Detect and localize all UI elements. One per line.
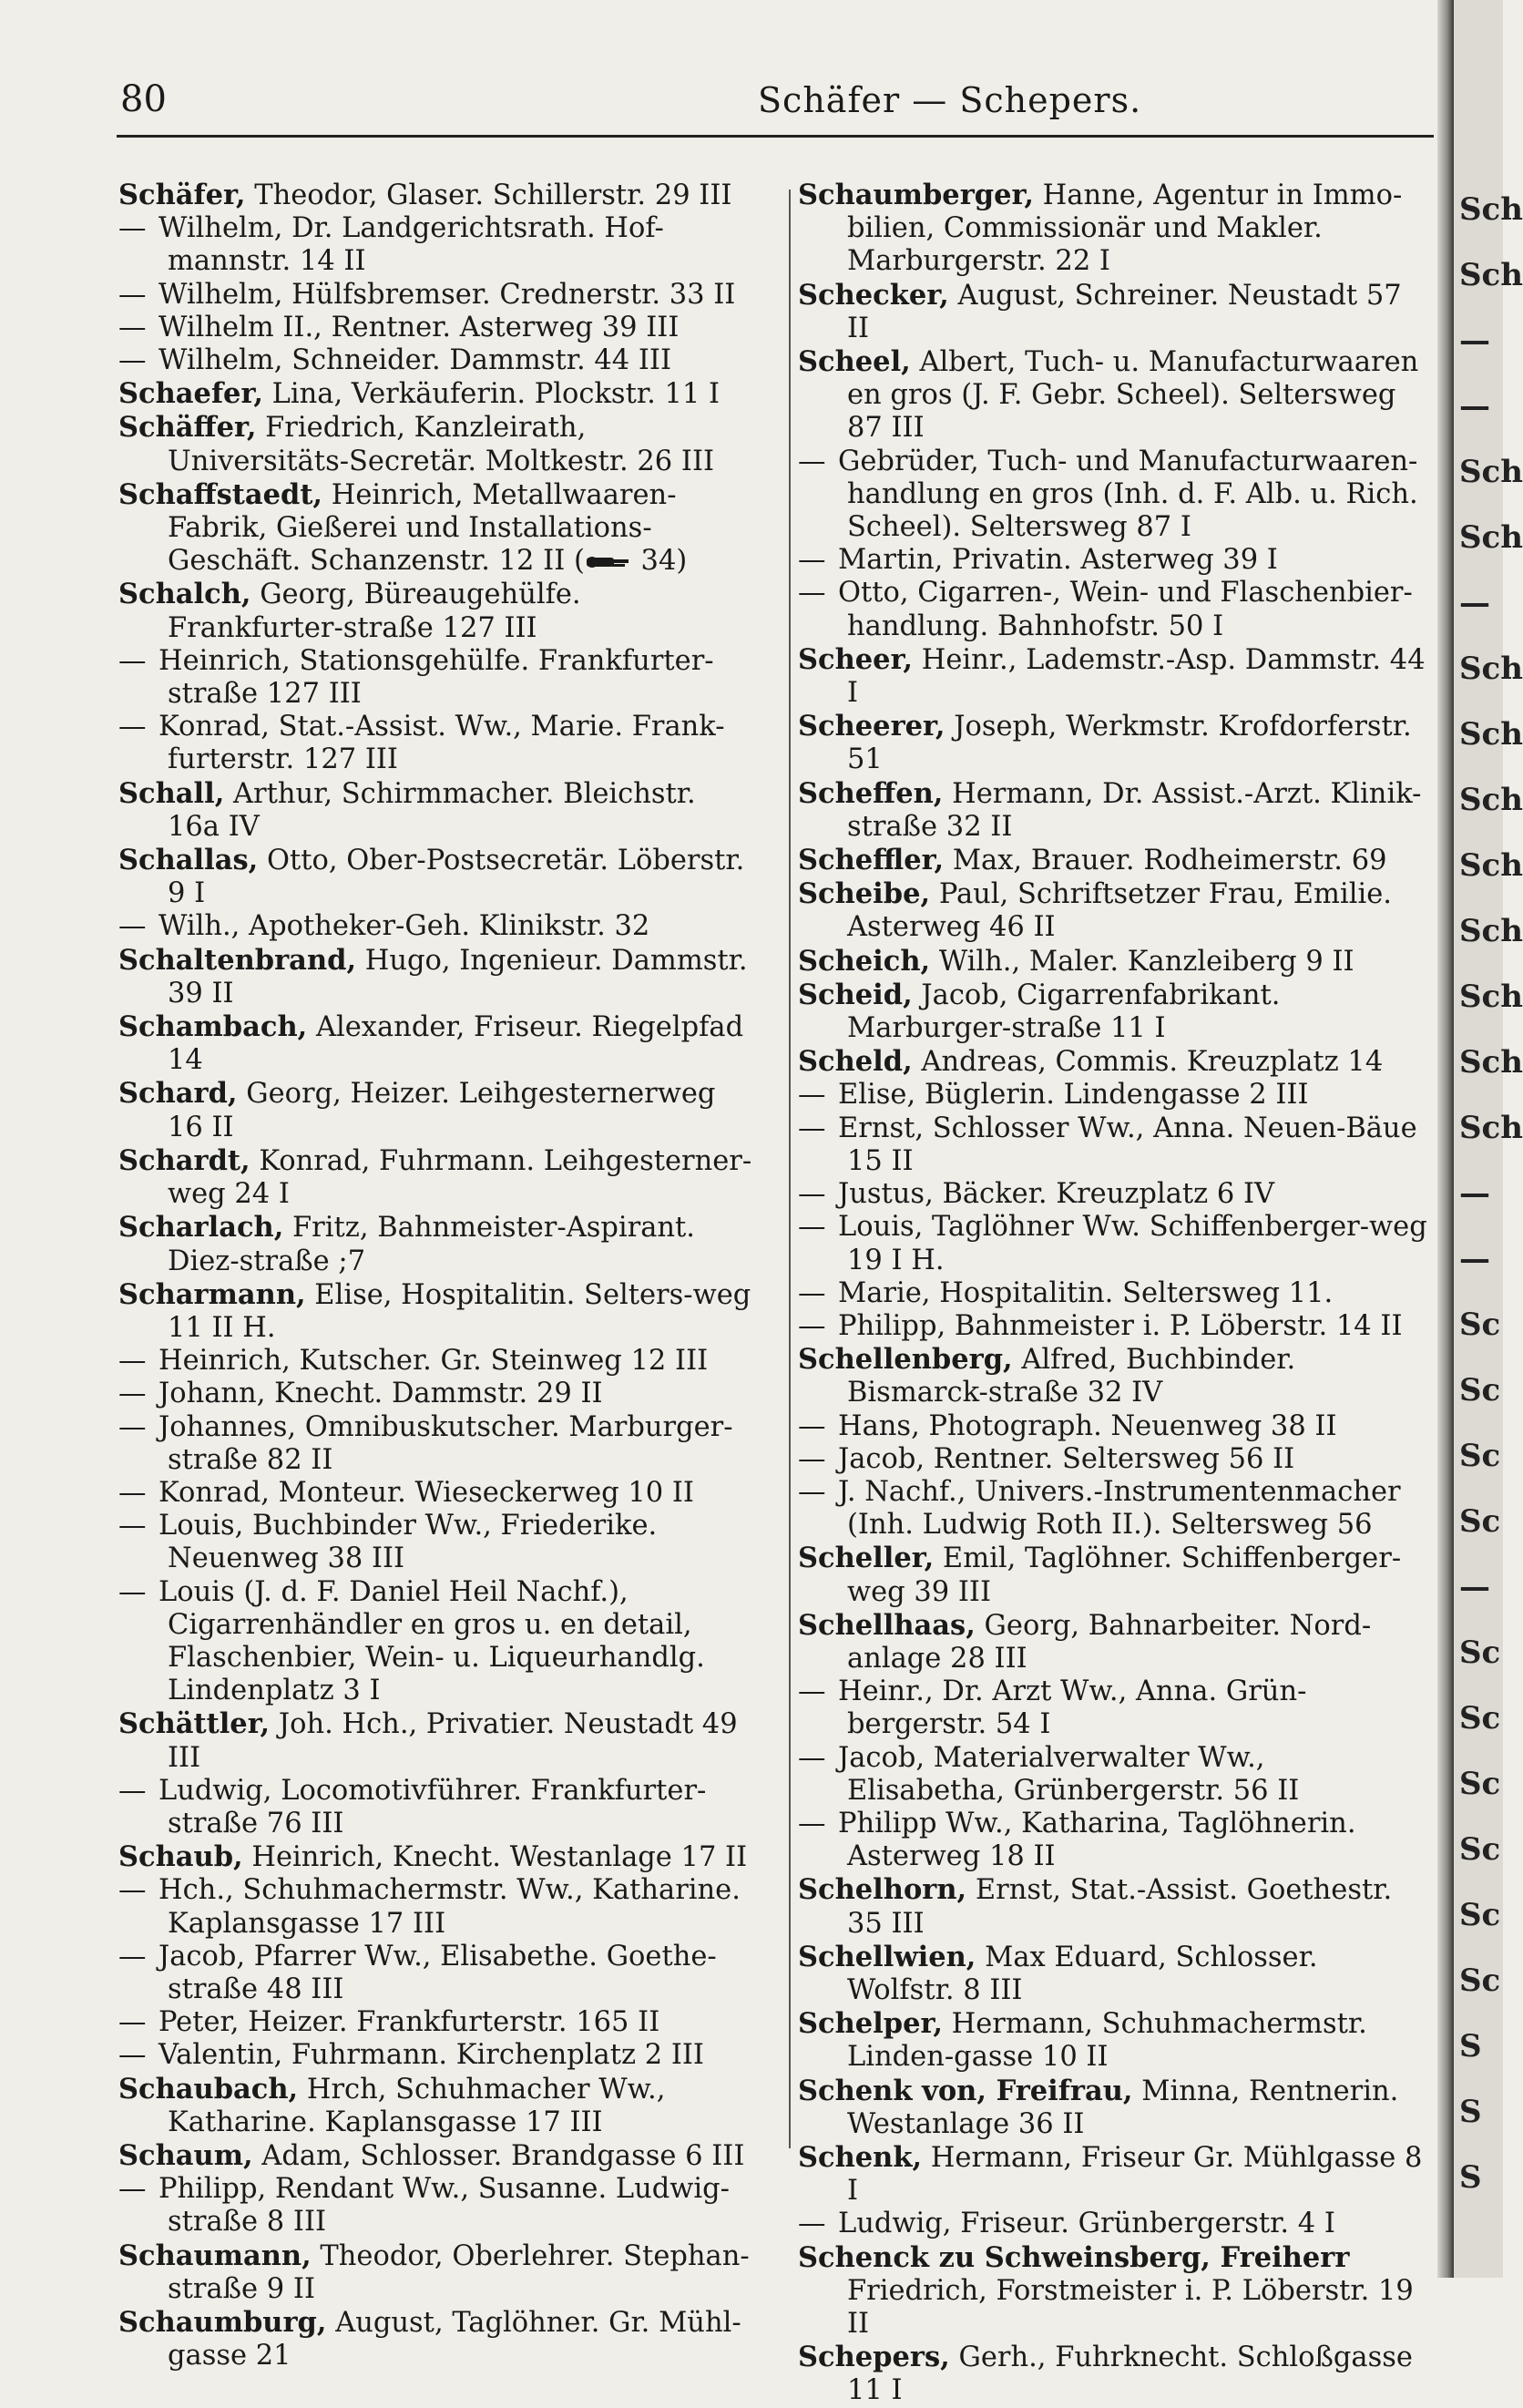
entry-text: Heinrich, Knecht. Westanlage 17 II (242, 1841, 748, 1874)
entry-text: Hermann, Schuhmachermstr. Linden-gasse 10 II (847, 2008, 1367, 2074)
next-page-fragment: Sc (1459, 1897, 1501, 1933)
directory-entry (798, 1742, 1431, 1808)
entry-text: Joh. Hch., Privatier. Neustadt 49 III (168, 1708, 738, 1774)
directory-entry (118, 344, 756, 377)
directory-entry (798, 877, 1431, 944)
entry-surname: Scheich, (798, 944, 931, 978)
next-page-fragment: — (1459, 1175, 1490, 1212)
page-header (120, 78, 1432, 129)
entry-text: Max, Brauer. Rodheimerstr. 69 (944, 845, 1387, 877)
next-page-fragment: Sch (1459, 519, 1523, 556)
entry-surname: Schenck zu Schweinsberg, Freiherr (798, 2240, 1350, 2274)
entry-surname: Schalch, (118, 578, 251, 611)
entry-text: Ludwig, Friseur. Grünbergerstr. 4 I (838, 2208, 1335, 2240)
ditto-dash: — (118, 1510, 147, 1542)
ditto-dash: — (798, 577, 826, 610)
directory-entry (798, 777, 1431, 844)
directory-entry (798, 577, 1431, 642)
directory-entry (798, 1045, 1431, 1079)
directory-entry (798, 1476, 1431, 1542)
directory-entry (798, 979, 1431, 1045)
directory-entry (118, 1411, 756, 1477)
entry-text: Wilhelm, Dr. Landgerichtsrath. Hof-mannstr. 14 II (158, 212, 664, 278)
directory-entry (798, 1343, 1431, 1409)
next-page-fragment: Sch (1459, 191, 1523, 228)
directory-entry (118, 2006, 756, 2039)
ditto-dash: — (118, 2006, 147, 2039)
entry-surname: Schambach, (118, 1010, 308, 1044)
next-page-fragment: Sc (1459, 1700, 1501, 1737)
entry-text: Heinr., Dr. Arzt Ww., Anna. Grün-bergerstr. 54 I (838, 1675, 1307, 1741)
entry-surname: Schaffstaedt, (118, 477, 323, 511)
entry-text: Gebrüder, Tuch- und Manufacturwaaren-handlung en gros (Inh. d. F. Alb. u. Rich. Scheel). Seltersweg 87 I (838, 445, 1418, 544)
entry-surname: Schaubach, (118, 2072, 299, 2106)
ditto-dash: — (118, 910, 147, 943)
entry-text: Martin, Privatin. Asterweg 39 I (838, 544, 1278, 577)
ditto-dash: — (798, 1079, 826, 1112)
directory-entry (118, 2073, 756, 2139)
entry-text: Hch., Schuhmachermstr. Ww., Katharine. Kaplansgasse 17 III (158, 1874, 741, 1940)
directory-entry (118, 1144, 756, 1211)
entry-surname: Schelhorn, (798, 1873, 967, 1907)
header-rule (117, 135, 1434, 138)
entry-text: Jacob, Materialverwalter Ww., Elisabetha, Grünbergerstr. 56 II (838, 1741, 1300, 1807)
directory-entry (118, 179, 756, 212)
entry-text: Otto, Cigarren-, Wein- und Flaschenbier-handlung. Bahnhofstr. 50 I (838, 577, 1413, 642)
next-page-fragment: Sch (1459, 979, 1523, 1015)
directory-entry (798, 1079, 1431, 1112)
directory-entry (798, 2141, 1431, 2208)
entry-surname: Scheid, (798, 978, 913, 1011)
entry-surname: Scheffen, (798, 776, 944, 810)
directory-entry (798, 446, 1431, 545)
entry-surname: Schard, (118, 1077, 238, 1111)
ditto-dash: — (118, 711, 147, 743)
next-page-fragment: Sch (1459, 1110, 1523, 1146)
next-page-fragment: Sc (1459, 1503, 1501, 1540)
entry-surname: Scheffler, (798, 844, 945, 877)
ditto-dash: — (798, 1741, 826, 1774)
directory-entry (118, 1941, 756, 2006)
ditto-dash: — (798, 1475, 826, 1508)
directory-entry (798, 1443, 1431, 1476)
next-page-fragment: Sc (1459, 1372, 1501, 1409)
directory-entry (118, 212, 756, 278)
entry-text: Wilh., Maler. Kanzleiberg 9 II (930, 945, 1354, 978)
ditto-dash: — (798, 1211, 826, 1244)
directory-entry (118, 1576, 756, 1708)
entry-surname: Schelper, (798, 2007, 943, 2041)
directory-entry (798, 279, 1431, 345)
next-page-fragment: Sc (1459, 1962, 1501, 1999)
next-page-fragment: Sc (1459, 1766, 1501, 1802)
directory-entry (798, 1211, 1431, 1276)
entry-surname: Schaum, (118, 2138, 253, 2172)
entry-text: Hermann, Friseur Gr. Mühlgasse 8 I (847, 2141, 1423, 2208)
entry-text: Ernst, Schlosser Ww., Anna. Neuen-Bäue 15 II (838, 1112, 1417, 1177)
entry-text: Heinrich, Metallwaaren-Fabrik, Gießerei und Installations-Geschäft. Schanzenstr. 12 II ( (168, 478, 677, 578)
entry-text: Philipp, Bahnmeister i. P. Löberstr. 14 II (838, 1309, 1403, 1342)
ditto-dash: — (118, 1378, 147, 1410)
directory-entry (798, 1808, 1431, 1873)
ditto-dash: — (118, 1874, 147, 1907)
next-page-fragment: Sch (1459, 913, 1523, 949)
directory-entry (118, 478, 756, 579)
entry-text: Alfred, Buchbinder. Bismarck-straße 32 IV (847, 1344, 1296, 1409)
running-head: Schäfer — Schepers. (758, 80, 1142, 120)
telephone-hand-icon (585, 552, 632, 572)
entry-surname: Scharlach, (118, 1211, 284, 1245)
next-page-fragment: Sc (1459, 1438, 1501, 1474)
next-page-fragment: — (1459, 1241, 1490, 1277)
entry-text: Andreas, Commis. Kreuzplatz 14 (912, 1046, 1384, 1079)
directory-entry (798, 710, 1431, 776)
directory-entry (798, 345, 1431, 446)
entry-surname: Schaumberger, (798, 179, 1034, 211)
ditto-dash: — (798, 1807, 826, 1839)
entry-surname: Schaefer, (118, 377, 263, 411)
entry-surname: Schellenberg, (798, 1343, 1013, 1377)
next-page-fragment: Sch (1459, 257, 1523, 293)
entry-surname: Scheld, (798, 1045, 913, 1079)
entry-text: Wilh., Apotheker-Geh. Klinikstr. 32 (158, 910, 650, 943)
directory-entry (798, 1310, 1431, 1343)
entry-text: Marie, Hospitalitin. Seltersweg 11. (838, 1276, 1334, 1309)
directory-entry (118, 645, 756, 711)
next-page-fragment: S (1459, 2159, 1482, 2196)
directory-entry (798, 1873, 1431, 1940)
entry-text: J. Nachf., Univers.-Instrumentenmacher (Inh. Ludwig Roth II.). Seltersweg 56 (838, 1475, 1401, 1542)
ditto-dash: — (118, 1575, 147, 1608)
entry-text: Georg, Büreaugehülfe. Frankfurter-straße 127 III (168, 579, 581, 644)
directory-entry (118, 2239, 756, 2306)
entry-surname: Schaub, (118, 1840, 243, 1874)
ditto-dash: — (118, 1345, 147, 1378)
entry-text: Heinrich, Kutscher. Gr. Steinweg 12 III (158, 1345, 709, 1378)
entry-text: Justus, Bäcker. Kreuzplatz 6 IV (838, 1178, 1275, 1211)
entry-text: Wilhelm, Hülfsbremser. Crednerstr. 33 II (158, 278, 736, 311)
directory-entry (118, 777, 756, 844)
column-divider (789, 190, 791, 2148)
next-page-fragment: Sc (1459, 1831, 1501, 1868)
entry-text: Jacob, Rentner. Seltersweg 56 II (838, 1442, 1295, 1475)
directory-entry (798, 2007, 1431, 2074)
ditto-dash: — (798, 1276, 826, 1309)
ditto-dash: — (798, 2208, 826, 2240)
entry-text: Theodor, Oberlehrer. Stephan-straße 9 II (168, 2239, 750, 2305)
ditto-dash: — (798, 1112, 826, 1144)
entry-text: Heinr., Lademstr.-Asp. Dammstr. 44 I (847, 643, 1426, 710)
ditto-dash: — (118, 2173, 147, 2206)
directory-entry (798, 544, 1431, 577)
directory-entry (118, 411, 756, 477)
entry-text: Georg, Bahnarbeiter. Nord-anlage 28 III (847, 1609, 1372, 1675)
entry-surname: Schardt, (118, 1143, 250, 1177)
entry-text: Friedrich, Kanzleirath, Universitäts-Secretär. Moltkestr. 26 III (168, 412, 715, 477)
entry-text: Heinrich, Stationsgehülfe. Frankfurter-straße 127 III (158, 644, 714, 711)
ditto-dash: — (118, 1410, 147, 1443)
directory-entry (798, 2341, 1431, 2407)
entry-surname: Scharmann, (118, 1277, 306, 1311)
entry-surname: Scheller, (798, 1542, 935, 1575)
ditto-dash: — (118, 278, 147, 311)
entry-text: Emil, Taglöhner. Schiffenberger-weg 39 III (847, 1542, 1402, 1608)
directory-entry (798, 2241, 1431, 2341)
left-column (118, 179, 756, 2372)
entry-text: Minna, Rentnerin. Westanlage 36 II (847, 2075, 1399, 2140)
directory-entry (798, 1542, 1431, 1608)
next-page-fragment: — (1459, 585, 1490, 621)
entry-text: Paul, Schriftsetzer Frau, Emilie. Asterweg 46 II (847, 878, 1392, 944)
directory-entry (118, 578, 756, 644)
ditto-dash: — (798, 1442, 826, 1475)
directory-entry (798, 844, 1431, 877)
entry-surname: Schepers, (798, 2341, 950, 2374)
book-gutter (1437, 0, 1454, 2278)
entry-text: Konrad, Monteur. Wieseckerweg 10 II (158, 1476, 694, 1509)
entry-surname: Scheibe, (798, 877, 931, 911)
entry-text: Theodor, Glaser. Schillerstr. 29 III (245, 179, 732, 211)
ditto-dash: — (118, 644, 147, 677)
ditto-dash: — (118, 212, 147, 245)
directory-entry (798, 1410, 1431, 1443)
entry-text: August, Schreiner. Neustadt 57 II (847, 279, 1402, 344)
entry-text: Jacob, Pfarrer Ww., Elisabethe. Goethe-straße 48 III (158, 1940, 717, 2005)
entry-text: Philipp Ww., Katharina, Taglöhnerin. Asterweg 18 II (838, 1807, 1356, 1873)
entry-surname: Schenk, (798, 2140, 923, 2174)
next-page-fragment: S (1459, 2094, 1482, 2130)
entry-text: Jacob, Cigarrenfabrikant. Marburger-straße 11 I (847, 979, 1281, 1045)
right-column (798, 179, 1431, 2408)
directory-entry (118, 1840, 756, 1874)
directory-entry (118, 1477, 756, 1510)
entry-text: Hermann, Dr. Assist.-Arzt. Klinik-straße 32 II (847, 777, 1422, 843)
next-page-fragment: Sc (1459, 1306, 1501, 1343)
entry-surname: Schaumann, (118, 2239, 312, 2272)
directory-entry (118, 844, 756, 910)
directory-entry (118, 944, 756, 1010)
entry-surname: Scheel, (798, 345, 911, 379)
entry-text: Valentin, Fuhrmann. Kirchenplatz 2 III (158, 2039, 704, 2072)
directory-entry (118, 312, 756, 344)
next-page-fragment: Sch (1459, 454, 1523, 490)
entry-text: Wilhelm, Schneider. Dammstr. 44 III (158, 344, 671, 377)
directory-entry (798, 2075, 1431, 2141)
entry-text: Elise, Büglerin. Lindengasse 2 III (838, 1079, 1309, 1112)
entry-text: Albert, Tuch- u. Manufacturwaaren en gros (J. F. Gebr. Scheel). Seltersweg 87 III (847, 346, 1419, 445)
entry-surname: Scheerer, (798, 710, 945, 743)
directory-entry (118, 1278, 756, 1345)
directory-entry (118, 1211, 756, 1277)
entry-surname: Schäfer, (118, 179, 246, 211)
entry-text: Arthur, Schirmmacher. Bleichstr. 16a IV (168, 777, 696, 843)
next-page-fragment: Sch (1459, 782, 1523, 818)
entry-text: Otto, Ober-Postsecretär. Löberstr. 9 I (168, 845, 745, 910)
entry-text: Konrad, Stat.-Assist. Ww., Marie. Frank-furterstr. 127 III (158, 711, 725, 776)
entry-text: Friedrich, Forstmeister i. P. Löberstr. 19 II (847, 2274, 1414, 2340)
entry-text: Fritz, Bahnmeister-Aspirant. Diez-straße ;7 (168, 1212, 696, 1277)
ditto-dash: — (798, 1309, 826, 1342)
ditto-dash: — (798, 1178, 826, 1211)
directory-entry (118, 2306, 756, 2372)
directory-entry (118, 2039, 756, 2072)
next-page-fragment: — (1459, 1569, 1490, 1605)
ditto-dash: — (798, 445, 826, 477)
directory-entry (798, 1277, 1431, 1310)
entry-surname: Schäffer, (118, 411, 257, 445)
entry-text: Ernst, Stat.-Assist. Goethestr. 35 III (847, 1874, 1393, 1940)
next-page-fragment: Sch (1459, 847, 1523, 884)
entry-text: Alexander, Friseur. Riegelpfad 14 (168, 1011, 744, 1077)
directory-entry (798, 2208, 1431, 2240)
next-page-fragment: Sc (1459, 1634, 1501, 1671)
next-page-edge (1454, 0, 1523, 2278)
entry-surname: Schaumburg, (118, 2306, 327, 2339)
entry-text: Philipp, Rendant Ww., Susanne. Ludwig-straße 8 III (158, 2173, 730, 2239)
entry-surname: Schaltenbrand, (118, 943, 357, 977)
entry-text: Hanne, Agentur in Immo-bilien, Commissionär und Makler. Marburgerstr. 22 I (847, 179, 1403, 278)
entry-surname: Schellwien, (798, 1940, 976, 1973)
entry-text: Hugo, Ingenieur. Dammstr. 39 II (168, 944, 748, 1009)
ditto-dash: — (118, 1774, 147, 1807)
entry-text: Hrch, Schuhmacher Ww., Katharine. Kaplansgasse 17 III (168, 2073, 666, 2138)
entry-text: Ludwig, Locomotivführer. Frankfurter-straße 76 III (158, 1774, 707, 1839)
directory-entry (118, 910, 756, 943)
entry-surname: Schall, (118, 776, 225, 810)
next-page-fragment: Sch (1459, 651, 1523, 687)
directory-entry (118, 1510, 756, 1575)
entry-text: Adam, Schlosser. Brandgasse 6 III (252, 2139, 745, 2172)
entry-text: Louis, Taglöhner Ww. Schiffenberger-weg 19 I H. (838, 1211, 1427, 1276)
entry-surname: Schättler, (118, 1707, 271, 1741)
directory-entry (798, 179, 1431, 279)
ditto-dash: — (118, 2039, 147, 2072)
entry-text: Louis, Buchbinder Ww., Friederike. Neuenweg 38 III (158, 1510, 658, 1575)
entry-text: Johannes, Omnibuskutscher. Marburger-straße 82 II (158, 1410, 733, 1476)
next-page-fragment: — (1459, 388, 1490, 425)
entry-text: Georg, Heizer. Leihgesternerweg 16 II (168, 1078, 716, 1143)
directory-entry (118, 1345, 756, 1378)
entry-text: Hans, Photograph. Neuenweg 38 II (838, 1409, 1337, 1442)
ditto-dash: — (798, 1675, 826, 1708)
entry-text: Peter, Heizer. Frankfurterstr. 165 II (158, 2006, 660, 2039)
next-page-fragment: Sch (1459, 1044, 1523, 1081)
directory-entry (118, 1010, 756, 1077)
directory-entry (118, 279, 756, 312)
directory-entry (118, 2173, 756, 2239)
next-page-fragment: S (1459, 2028, 1482, 2065)
directory-entry (118, 1874, 756, 1940)
entry-surname: Schallas, (118, 844, 259, 877)
entry-text: Max Eduard, Schlosser. Wolfstr. 8 III (847, 1941, 1318, 2006)
directory-entry (798, 1112, 1431, 1178)
directory-entry (798, 1675, 1431, 1741)
directory-entry (118, 711, 756, 776)
ditto-dash: — (798, 1409, 826, 1442)
entry-text: August, Taglöhner. Gr. Mühl-gasse 21 (168, 2307, 741, 2372)
entry-surname: Schenk von, Freifrau, (798, 2074, 1133, 2107)
directory-entry (798, 1941, 1431, 2007)
entry-text: Lina, Verkäuferin. Plockstr. 11 I (262, 378, 721, 411)
directory-entry (118, 377, 756, 411)
entry-text: Elise, Hospitalitin. Selters-weg 11 II H. (168, 1278, 751, 1344)
entry-surname: Scheer, (798, 642, 914, 676)
directory-entry (118, 1775, 756, 1840)
ditto-dash: — (798, 544, 826, 577)
directory-entry (798, 1609, 1431, 1675)
directory-entry (798, 945, 1431, 979)
next-page-fragment: Sch (1459, 716, 1523, 753)
directory-entry (118, 1707, 756, 1774)
entry-text: Wilhelm II., Rentner. Asterweg 39 III (158, 311, 680, 343)
directory-entry (118, 1077, 756, 1143)
directory-entry (798, 1178, 1431, 1211)
page-number: 80 (120, 78, 167, 120)
entry-surname: Schecker, (798, 278, 949, 312)
ditto-dash: — (118, 1476, 147, 1509)
directory-entry (118, 1378, 756, 1410)
entry-text: Johann, Knecht. Dammstr. 29 II (158, 1378, 603, 1410)
entry-text-after: 34) (631, 545, 688, 578)
ditto-dash: — (118, 344, 147, 377)
ditto-dash: — (118, 1940, 147, 1973)
directory-entry (798, 643, 1431, 710)
entry-text: Joseph, Werkmstr. Krofdorferstr. 51 (847, 711, 1412, 776)
entry-text: Konrad, Fuhrmann. Leihgesterner-weg 24 I (168, 1144, 752, 1211)
entry-text: Louis (J. d. F. Daniel Heil Nachf.), Cigarrenhändler en gros u. en detail, Flaschenbier, Wein- u. Liqueurhandlg. Lindenplatz 3 I (158, 1575, 705, 1707)
entry-text: Gerh., Fuhrknecht. Schloßgasse 11 I (847, 2341, 1413, 2407)
directory-entry (118, 2139, 756, 2173)
ditto-dash: — (118, 311, 147, 343)
next-page-fragment: — (1459, 323, 1490, 359)
entry-surname: Schellhaas, (798, 1608, 976, 1642)
